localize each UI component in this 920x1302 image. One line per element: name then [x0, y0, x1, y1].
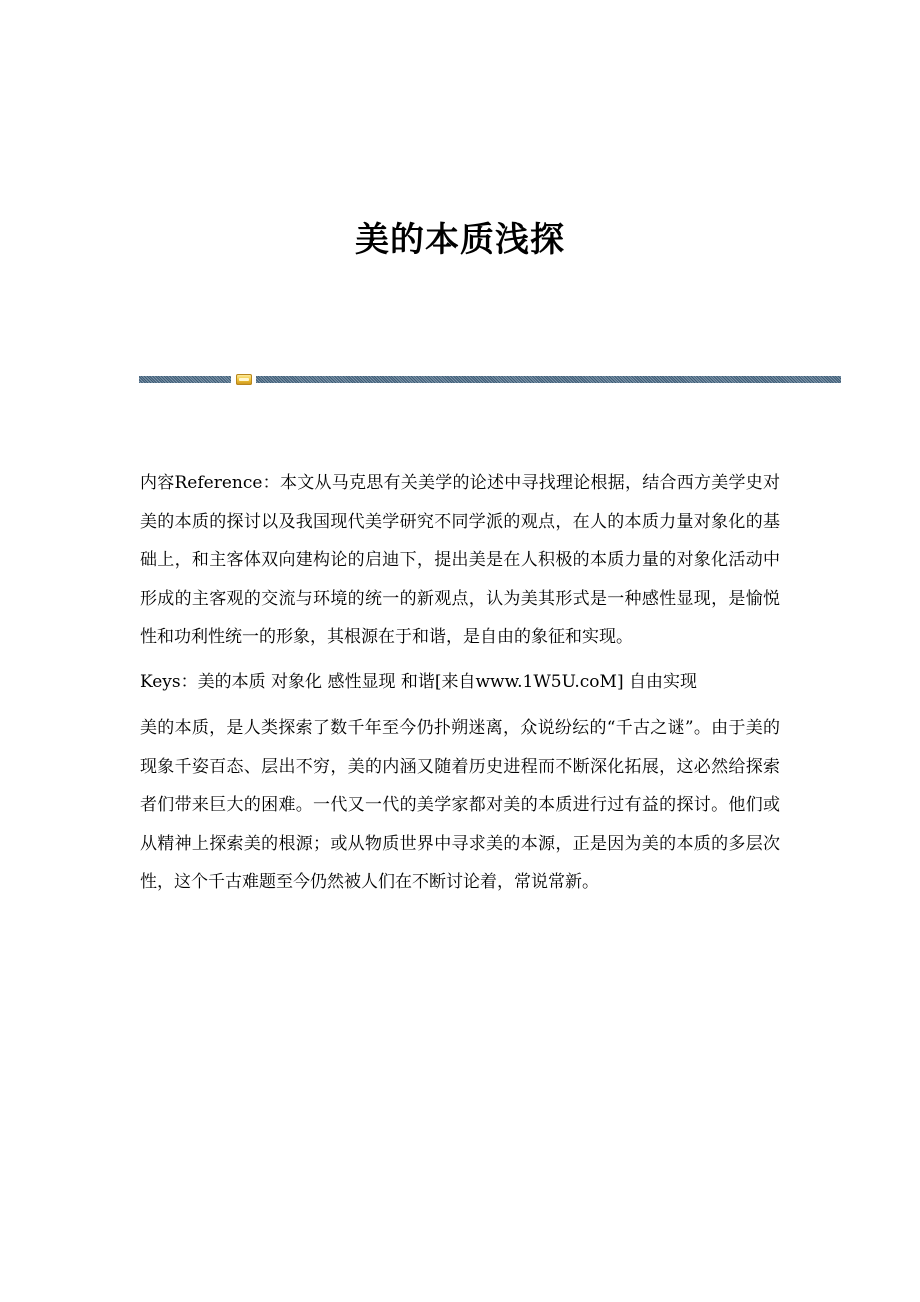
- decorative-divider: [139, 374, 841, 384]
- document-title: 美的本质浅探: [355, 220, 565, 260]
- document-body: [140, 464, 780, 902]
- abstract-paragraph: 内容Reference：本文从马克思有关美学的论述中寻找理论根据，结合西方美学史对美的本质的探讨以及我国现代美学研究不同学派的观点，在人的本质力量对象化的基础上，和主客体双向建构论的启迪下，提出美是在人积极的本质力量的对象化活动中形成的主客观的交流与环境的统一的新观点，认为美其形式是一种感性显现，是愉悦性和功利性统一的形象，其根源在于和谐，是自由的象征和实现。: [140, 473, 780, 647]
- divider-bar-left: [139, 376, 231, 383]
- divider-ornament-icon: [236, 374, 252, 385]
- keywords-line: Keys：美的本质 对象化 感性显现 和谐[来自www.1W5U.coM] 自由实现: [140, 671, 697, 692]
- divider-bar-right: [256, 376, 841, 383]
- body-paragraph: 美的本质，是人类探索了数千年至今仍扑朔迷离，众说纷纭的“千古之谜”。由于美的现象千姿百态、层出不穷，美的内涵又随着历史进程而不断深化拓展，这必然给探索者们带来巨大的困难。一代又一代的美学家都对美的本质进行过有益的探讨。他们或从精神上探索美的根源；或从物质世界中寻求美的本源，正是因为美的本质的多层次性，这个千古难题至今仍然被人们在不断讨论着，常说常新。: [140, 718, 780, 892]
